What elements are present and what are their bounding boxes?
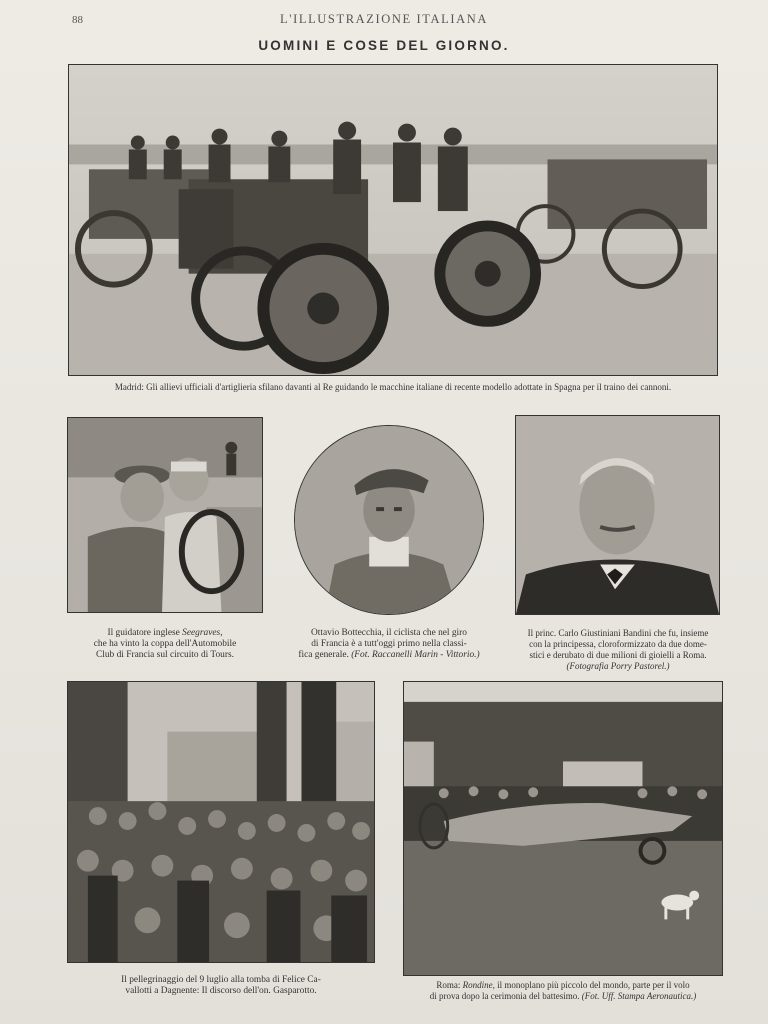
bottecchia-photo [294, 425, 484, 615]
cavallotti-photo [67, 681, 375, 963]
page-number: 88 [72, 14, 83, 26]
airplane-name: Rondine [462, 980, 493, 990]
bottecchia-credit: (Fot. Raccanelli Marin - Vittorio.) [351, 650, 480, 660]
tractors-caption: Madrid: Gli allievi ufficiali d'artiglieria sfilano davanti al Re guidando le macchine italiane di recente modello adottate in Spagna per il traino dei cannoni. [114, 382, 672, 392]
driver-name: Seegraves [182, 628, 221, 638]
segraves-caption: Il guidatore inglese Seegraves, che ha vinto la coppa dell'Automobile Club di Francia sul circuito di Tours. [93, 628, 237, 660]
cavallotti-caption: Il pellegrinaggio del 9 luglio alla tomba di Felice Ca- vallotti a Dagnente: Il discorso dell'on. Gasparotto. [121, 975, 321, 996]
bandini-credit: (Fotografia Porry Pastorel.) [566, 661, 670, 671]
segraves-photo [67, 417, 263, 613]
rondine-credit: (Fot. Uff. Stampa Aeronautica.) [581, 991, 697, 1001]
tractors-photo [68, 64, 718, 376]
bottecchia-caption: Ottavio Bottecchia, il ciclista che nel giro di Francia è a tutt'oggi primo nella classi- fica generale. (Fot. Raccanelli Marin - Vittorio.) [298, 628, 480, 660]
journal-title: L'ILLUSTRAZIONE ITALIANA [279, 12, 489, 26]
bandini-caption: Il princ. Carlo Giustiniani Bandini che fu, insieme con la principessa, cloroformizzato da due dome- stici e derubato di due milioni di gioielli a Roma. (Fotografia Porry Pastorel.) [504, 628, 732, 672]
bandini-photo [515, 415, 720, 615]
section-title: UOMINI E COSE DEL GIORNO. [258, 38, 510, 53]
rondine-caption: Roma: Rondine, il monoplano più piccolo del mondo, parte per il volo di prova dopo la cerimonia del battesimo. (Fot. Uff. Stampa Aeronautica.) [429, 980, 697, 1001]
rondine-photo [403, 681, 723, 976]
